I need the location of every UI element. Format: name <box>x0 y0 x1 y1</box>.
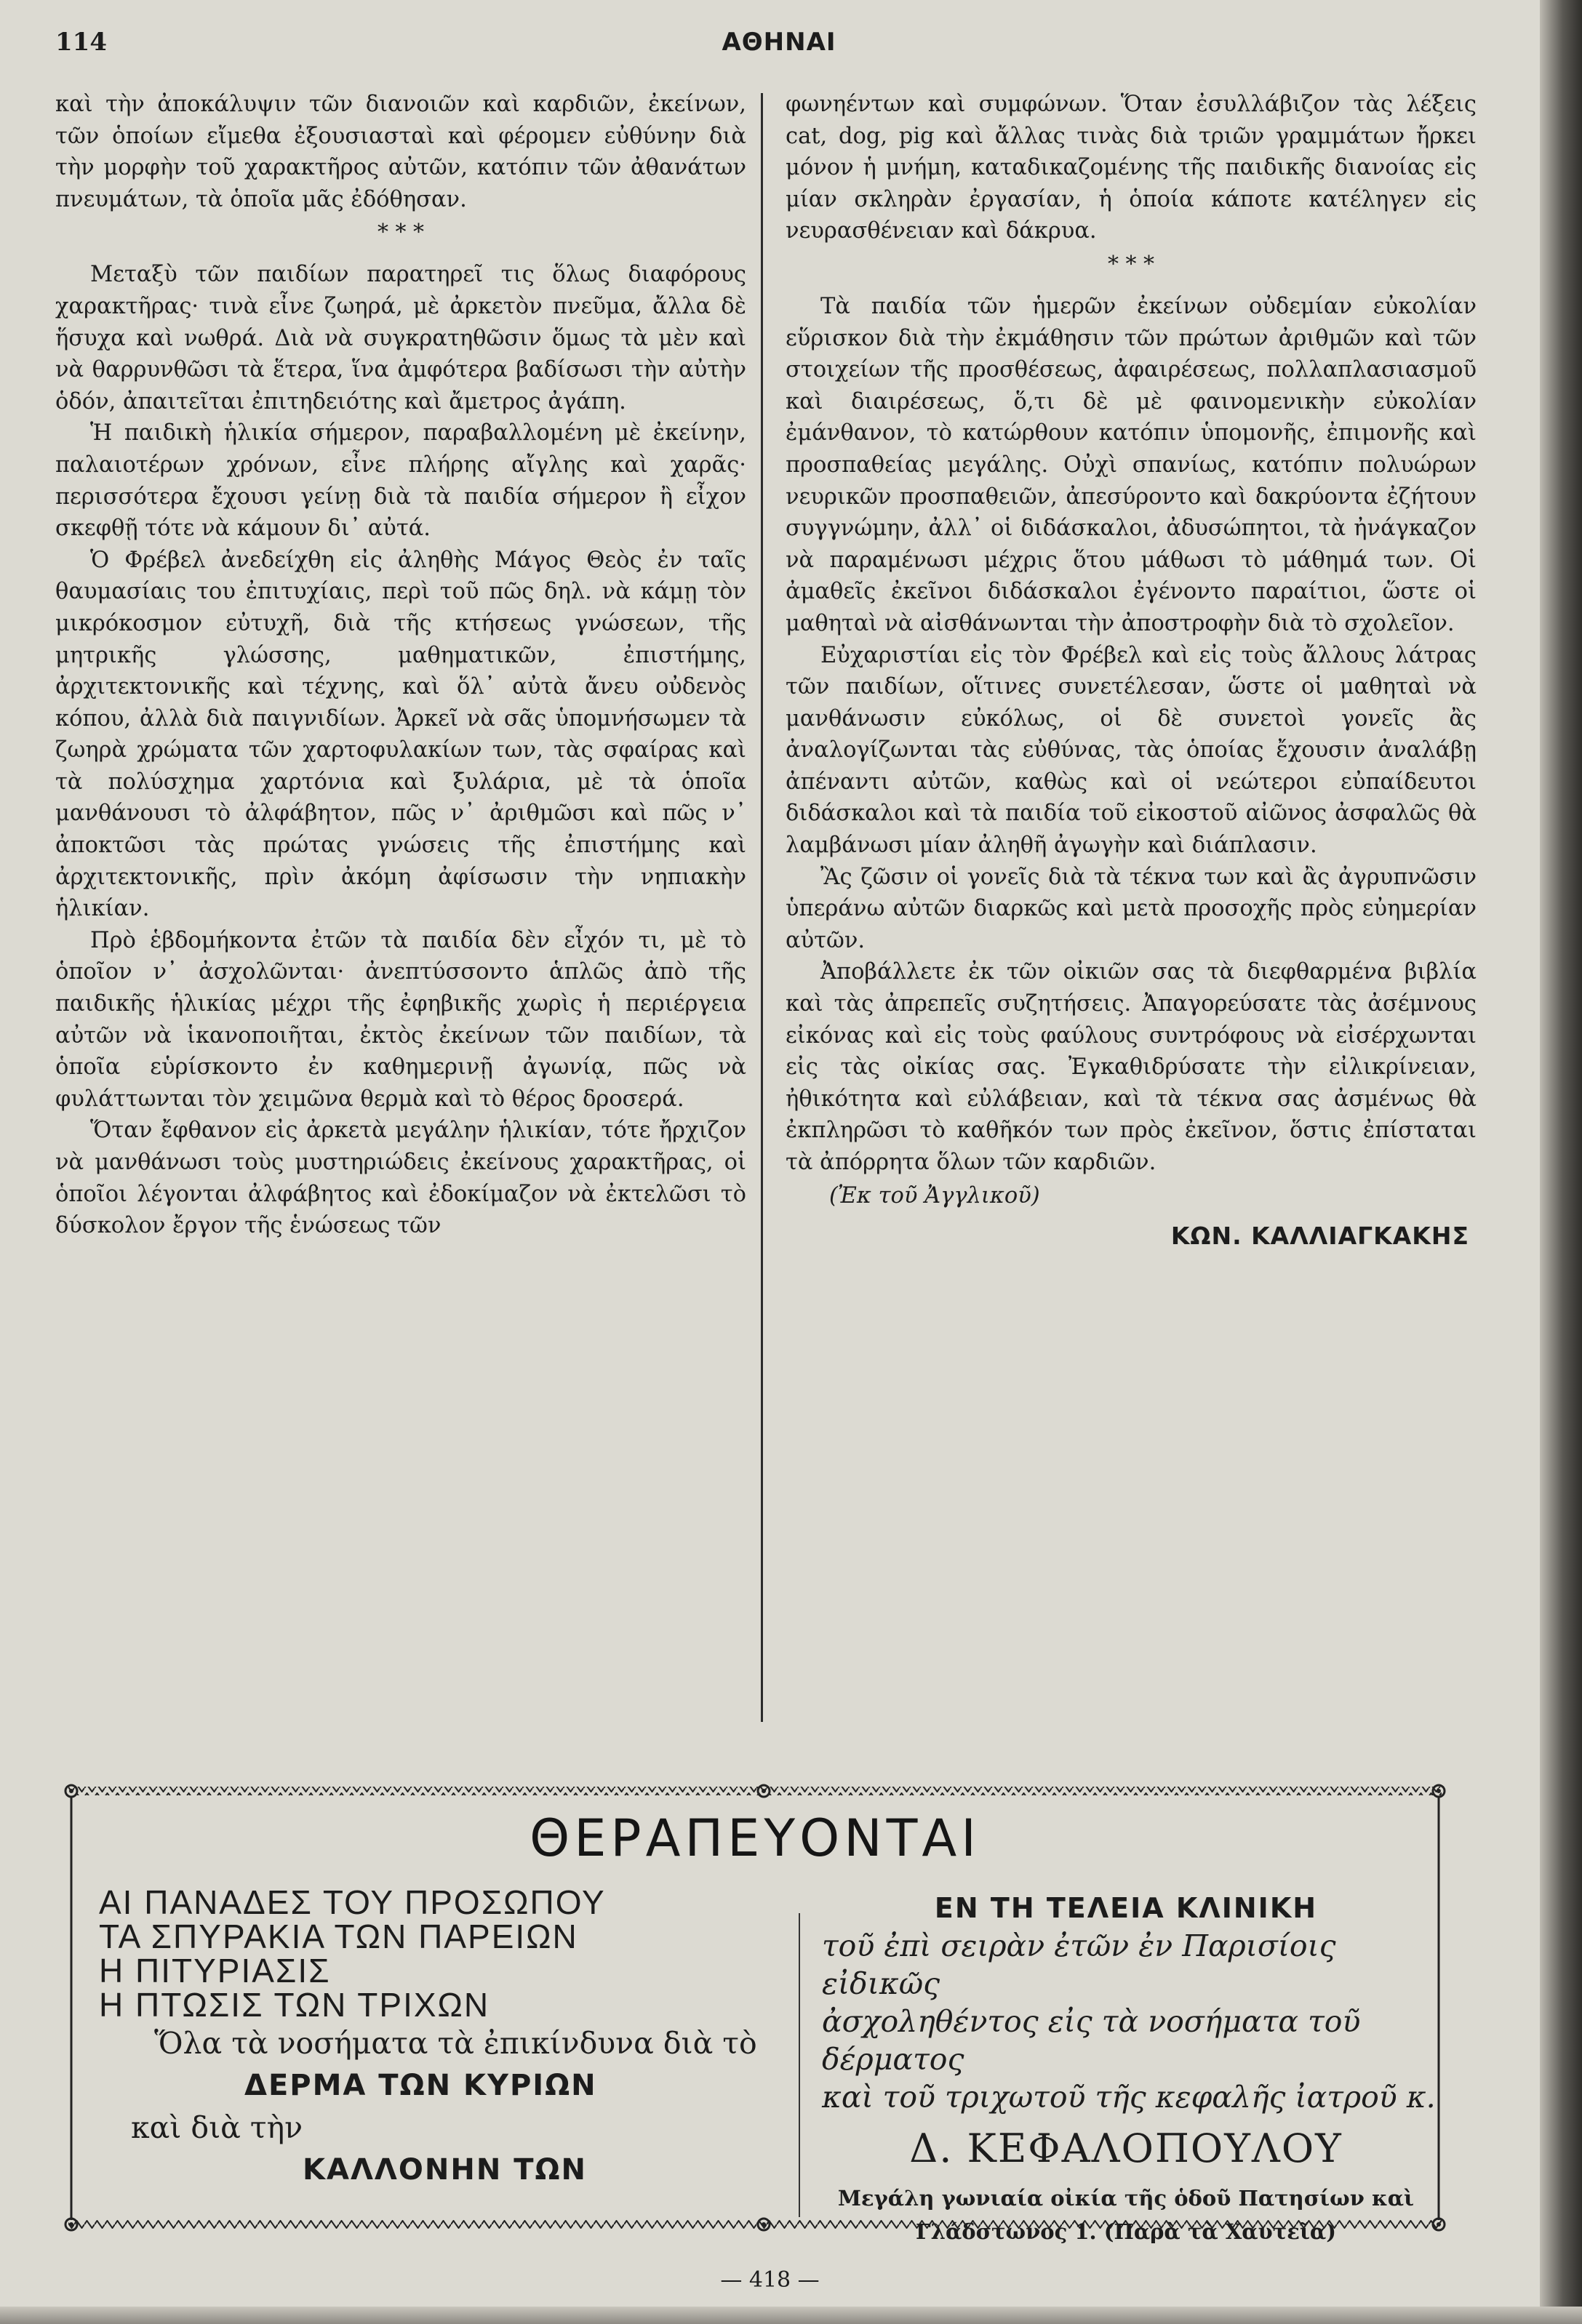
page-edge-shadow <box>1540 0 1582 2324</box>
paragraph: Ἂς ζῶσιν οἱ γονεῖς διὰ τὰ τέκνα των καὶ ἂς ἀγρυπνῶσιν ὑπεράνω αὐτῶν διαρκῶς καὶ μετὰ προσοχῆς πρὸς εὐημερίαν αὐτῶν. <box>786 864 1477 953</box>
paragraph: καὶ τὴν ἀποκάλυψιν τῶν διανοιῶν καὶ καρδιῶν, ἐκείνων, τῶν ὁποίων εἴμεθα ἐξουσιασταὶ καὶ φέρομεν εὐθύνην διὰ τὴν μορφὴν τοῦ χαρακτῆρος αὐτῶν, κατόπιν τῶν ἀθανάτων πνευμάτων, τὰ ὁποῖα μᾶς ἐδόθησαν. <box>55 92 746 212</box>
column-divider <box>761 93 763 1722</box>
author-signature: ΚΩΝ. ΚΑΛΛΙΑΓΚΑΚΗΣ <box>1170 1222 1469 1251</box>
doctor-description: τοῦ ἐπὶ σειρὰν ἐτῶν ἐν Παρισίοις εἰδικῶς <box>822 1928 1336 2001</box>
paragraph: Εὐχαριστίαι εἰς τὸν Φρέβελ καὶ εἰς τοὺς ἄλλους λάτρας τῶν παιδίων, οἵτινες συνετέλεσαν, ὥστε οἱ μαθηταὶ νὰ μανθάνωσιν εὐκόλως, οἱ δὲ συνετοὶ γονεῖς ἂς ἀναλογίζωνται τὰς εὐθύνας, τὰς ὁποίας ἔχουσιν ἀναλάβῃ ἀπέναντι αὐτῶν, καθὼς καὶ οἱ νεώτεροι εὐπαίδευτοι διδάσκαλοι καὶ τὰ παιδία τοῦ εἰκοστοῦ αἰῶνος ἀσφαλῶς θὰ λαμβάνωσι μίαν ἀληθῆ ἀγωγὴν καὶ διάπλασιν. <box>786 642 1477 859</box>
page-header <box>55 28 1503 71</box>
ad-conditions-list <box>99 1883 797 2191</box>
condition-item: ΑΙ ΠΑΝΑΔΕΣ ΤΟΥ ΠΡΟΣΩΠΟΥ <box>99 1883 606 1921</box>
page-number: 114 <box>55 28 107 57</box>
ad-text-line: Ὅλα τὰ νοσήματα τὰ ἐπικίνδυνα διὰ τὸ <box>154 2026 757 2061</box>
clinic-address: Μεγάλη γωνιαία οἰκία τῆς ὁδοῦ Πατησίων καὶ <box>837 2186 1415 2211</box>
doctor-description: ἀσχοληθέντος εἰς τὰ νοσήματα τοῦ δέρματος <box>822 2004 1361 2077</box>
page-footer-number: — 418 — <box>720 2267 820 2293</box>
ad-divider <box>799 1913 800 2217</box>
paragraph: Πρὸ ἑβδομήκοντα ἐτῶν τὰ παιδία δὲν εἶχόν τι, μὲ τὸ ὁποῖον ν᾽ ἀσχολῶνται· ἀνεπτύσσοντο ἁπλῶς ἀπὸ τῆς παιδικῆς ἡλικίας μέχρι τῆς ἐφηβικῆς χωρὶς ἡ περιέργεια αὐτῶν νὰ ἱκανοποιῆται, ἐκτὸς ἐκείνων τῶν παιδίων, τὰ ὁποῖα εὑρίσκοντο ἐν καθημερινῇ ἀγωνίᾳ, πῶς νὰ φυλάττωνται τὸν χειμῶνα θερμὰ καὶ τὸ θέρος δροσερά. <box>55 927 746 1112</box>
clinic-name: ΕΝ ΤΗ ΤΕΛΕΙΑ ΚΛΙΝΙΚΗ <box>934 1892 1318 1924</box>
clinic-address: Γλάδστωνος 1. (Παρὰ τὰ Χαυτεῖα) <box>916 2219 1336 2244</box>
paragraph: Μεταξὺ τῶν παιδίων παρατηρεῖ τις ὅλως διαφόρους χαρακτῆρας· τινὰ εἶνε ζωηρά, μὲ ἀρκετὸν πνεῦμα, ἄλλα δὲ ἥσυχα καὶ νωθρά. Διὰ νὰ συγκρατηθῶσιν ὅμως τὰ μὲν καὶ νὰ θαρρυνθῶσι τὰ ἕτερα, ἵνα ἀμφότερα βαδίσωσι τὴν αὐτὴν ὁδόν, ἀπαιτεῖται ἐπιτηδειότης καὶ ἄμετρος ἀγάπη. <box>55 262 746 414</box>
ad-text-line: καὶ διὰ τὴν <box>131 2110 303 2145</box>
magazine-title: ΑΘΗΝΑΙ <box>722 28 836 57</box>
condition-item: Η ΠΤΩΣΙΣ ΤΩΝ ΤΡΙΧΩΝ <box>99 1986 490 2024</box>
right-column <box>786 89 1477 1252</box>
ad-emphasis-line: ΚΑΛΛΟΝΗΝ ΤΩΝ <box>303 2153 587 2187</box>
paragraph: Ἀποβάλλετε ἐκ τῶν οἰκιῶν σας τὰ διεφθαρμένα βιβλία καὶ τὰς ἀπρεπεῖς συζητήσεις. Ἀπαγορεύσατε τὰς ἀσέμνους εἰκόνας καὶ εἰς τοὺς φαύλους συντρόφους νὰ εἰσέρχωνται εἰς τὰς οἰκίας σας. Ἐγκαθιδρύσατε τὴν εἰλικρίνειαν, ἠθικότητα καὶ εὐλάβειαν, καὶ τὰ τέκνα σας ἀσμένως θὰ ἐκπληρῶσι τὸ καθῆκόν των πρὸς ἐκεῖνον, ὅστις ἐπίσταται τὰ ἀπόρρητα ὅλων τῶν καρδιῶν. <box>786 959 1477 1175</box>
ad-clinic-info <box>813 1889 1439 2248</box>
doctor-name: Δ. ΚΕΦΑΛΟΠΟΥΛΟΥ <box>909 2125 1343 2171</box>
paragraph: Ὅταν ἔφθανον εἰς ἀρκετὰ μεγάλην ἡλικίαν, τότε ἤρχιζον νὰ μανθάνωσι τοὺς μυστηριώδεις ἐκείνους χαρακτῆρας, οἱ ὁποῖοι λέγονται ἀλφάβητος καὶ ἐδοκίμαζον νὰ ἐκτελῶσι τὸ δύσκολον ἔργον τῆς ἑνώσεως τῶν <box>55 1118 746 1239</box>
condition-item: ΤΑ ΣΠΥΡΑΚΙΑ ΤΩΝ ΠΑΡΕΙΩΝ <box>99 1918 578 1955</box>
paragraph: Τὰ παιδία τῶν ἡμερῶν ἐκείνων οὐδεμίαν εὐκολίαν εὕρισκον διὰ τὴν ἐκμάθησιν τῶν πρώτων ἀριθμῶν καὶ τῶν στοιχείων τῆς προσθέσεως, ἀφαιρέσεως, πολλαπλασιασμοῦ καὶ διαιρέσεως, ὅ,τι δὲ μὲ φαινομενικὴν εὐκολίαν ἐμάνθανον, τὸ κατώρθουν κατόπιν ὑπομονῆς, ἐπιμονῆς καὶ προσπαθείας μεγάλης. Οὐχὶ σπανίως, κατόπιν πολυώρων νευρικῶν προσπαθειῶν, ἀπεσύροντο καὶ δακρύοντα ἐζήτουν συγγνώμην, ἀλλ᾽ οἱ διδάσκαλοι, ἀδυσώπητοι, τὰ ἠνάγκαζον νὰ παραμένωσι μέχρις ὅτου μάθωσι τὸ μάθημά των. Οἱ ἀμαθεῖς ἐκεῖνοι διδάσκαλοι ἐγένοντο παραίτιοι, ὥστε οἱ μαθηταὶ νὰ αἰσθάνωνται τὴν ἀποστροφὴν διὰ τὸ σχολεῖον. <box>786 293 1477 636</box>
advertisement <box>64 1775 1446 2242</box>
doctor-description: καὶ τοῦ τριχωτοῦ τῆς κεφαλῆς ἰατροῦ κ. <box>822 2080 1436 2115</box>
page-bottom-edge <box>0 2307 1582 2324</box>
section-separator: * * * <box>377 220 425 246</box>
source-note: (Ἐκ τοῦ Ἀγγλικοῦ) <box>829 1182 1040 1209</box>
ad-emphasis-line: ΔΕΡΜΑ ΤΩΝ ΚΥΡΙΩΝ <box>244 2069 597 2102</box>
paragraph: Ἡ παιδικὴ ἡλικία σήμερον, παραβαλλομένη μὲ ἐκείνην, παλαιοτέρων χρόνων, εἶνε πλήρης αἴγλης καὶ χαρᾶς· περισσότερα ἔχουσι γείνῃ διὰ τὰ παιδία σήμερον ἢ εἶχον σκεφθῇ τότε νὰ κάμουν δι᾽ αὐτά. <box>55 420 746 542</box>
left-column <box>55 89 746 1242</box>
ad-headline: ΘΕΡΑΠΕΥΟΝΤΑΙ <box>530 1808 980 1868</box>
paragraph: φωνηέντων καὶ συμφώνων. Ὅταν ἐσυλλάβιζον τὰς λέξεις cat, dog, pig καὶ ἄλλας τινὰς διὰ τριῶν γραμμάτων ἤρκει μόνον ἡ μνήμη, καταδικαζομένης τῆς παιδικῆς διανοίας εἰς μίαν σκληρὰν ἐργασίαν, ἡ ὁποία κάποτε κατέληγεν εἰς νευρασθένειαν καὶ δάκρυα. <box>786 92 1477 244</box>
section-separator: * * * <box>1107 251 1155 277</box>
paragraph: Ὁ Φρέβελ ἀνεδείχθη εἰς ἀληθὴς Μάγος Θεὸς ἐν ταῖς θαυμασίαις του ἐπιτυχίαις, περὶ τοῦ πῶς δηλ. νὰ κάμῃ τὸν μικρόκοσμον εὐτυχῆ, διὰ τῆς κτήσεως γνώσεων, τῆς μητρικῆς γλώσσης, μαθηματικῶν, ἐπιστήμης, ἀρχιτεκτονικῆς καὶ τέχνης, καὶ ὅλ᾽ αὐτὰ ἄνευ οὐδενὸς κόπου, ἀλλὰ διὰ παιγνιδίων. Ἀρκεῖ νὰ σᾶς ὑπομνήσωμεν τὰ ζωηρὰ χρώματα τῶν χαρτοφυλακίων των, τὰς σφαίρας καὶ τὰ πολύσχημα χαρτόνια καὶ ξυλάρια, μὲ τὰ ὁποῖα μανθάνουσι τὸ ἀλφάβητον, πῶς ν᾽ ἀριθμῶσι καὶ πῶς ν᾽ ἀποκτῶσι τὰς πρώτας γνώσεις τῆς ἐπιστήμης καὶ ἀρχιτεκτονικῆς, πρὶν ἀκόμη ἀφίσωσιν τὴν νηπιακὴν ἡλικίαν. <box>55 547 746 922</box>
condition-item: Η ΠΙΤΥΡΙΑΣΙΣ <box>99 1952 331 1990</box>
